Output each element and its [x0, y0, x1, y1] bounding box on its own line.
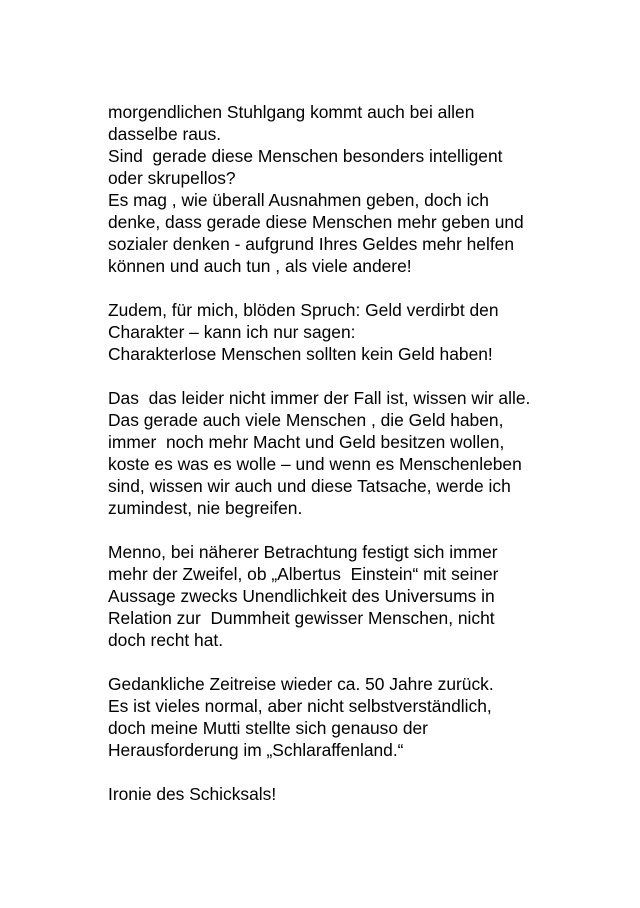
paragraph-6 [108, 783, 628, 805]
text-line: Ironie des Schicksals! [108, 784, 277, 804]
text-line: Zudem, für mich, blöden Spruch: Geld verdirbt den [108, 300, 499, 320]
paragraph-3 [108, 387, 628, 519]
text-line: Aussage zwecks Unendlichkeit des Universums in [108, 586, 495, 606]
text-line: oder skrupellos? [108, 168, 236, 188]
paragraph-5 [108, 673, 628, 761]
paragraph-4 [108, 541, 628, 651]
text-line: mehr der Zweifel, ob „Albertus Einstein“ mit seiner [108, 564, 499, 584]
text-line: Es ist vieles normal, aber nicht selbstverständlich, [108, 696, 492, 716]
paragraph-2 [108, 299, 628, 365]
text-line: zumindest, nie begreifen. [108, 498, 303, 518]
text-line: Gedankliche Zeitreise wieder ca. 50 Jahre zurück. [108, 674, 494, 694]
text-line: Charakter – kann ich nur sagen: [108, 322, 356, 342]
text-line: dasselbe raus. [108, 124, 222, 144]
text-line: Charakterlose Menschen sollten kein Geld haben! [108, 344, 493, 364]
document-page [108, 101, 628, 827]
text-line: doch meine Mutti stellte sich genauso der [108, 718, 428, 738]
text-line: sind, wissen wir auch und diese Tatsache, werde ich [108, 476, 511, 496]
text-line: morgendlichen Stuhlgang kommt auch bei allen [108, 102, 475, 122]
text-line: Relation zur Dummheit gewisser Menschen, nicht [108, 608, 495, 628]
text-line: können und auch tun , als viele andere! [108, 256, 412, 276]
text-line: Herausforderung im „Schlaraffenland.“ [108, 740, 404, 760]
text-line: Menno, bei näherer Betrachtung festigt sich immer [108, 542, 498, 562]
text-line: Es mag , wie überall Ausnahmen geben, doch ich [108, 190, 489, 210]
text-line: denke, dass gerade diese Menschen mehr geben und [108, 212, 524, 232]
text-line: Das das leider nicht immer der Fall ist, wissen wir alle. [108, 388, 531, 408]
text-line: Sind gerade diese Menschen besonders intelligent [108, 146, 503, 166]
text-line: immer noch mehr Macht und Geld besitzen wollen, [108, 432, 505, 452]
text-line: doch recht hat. [108, 630, 224, 650]
paragraph-1 [108, 101, 628, 277]
text-line: koste es was es wolle – und wenn es Menschenleben [108, 454, 522, 474]
text-line: Das gerade auch viele Menschen , die Geld haben, [108, 410, 504, 430]
text-line: sozialer denken - aufgrund Ihres Geldes mehr helfen [108, 234, 515, 254]
